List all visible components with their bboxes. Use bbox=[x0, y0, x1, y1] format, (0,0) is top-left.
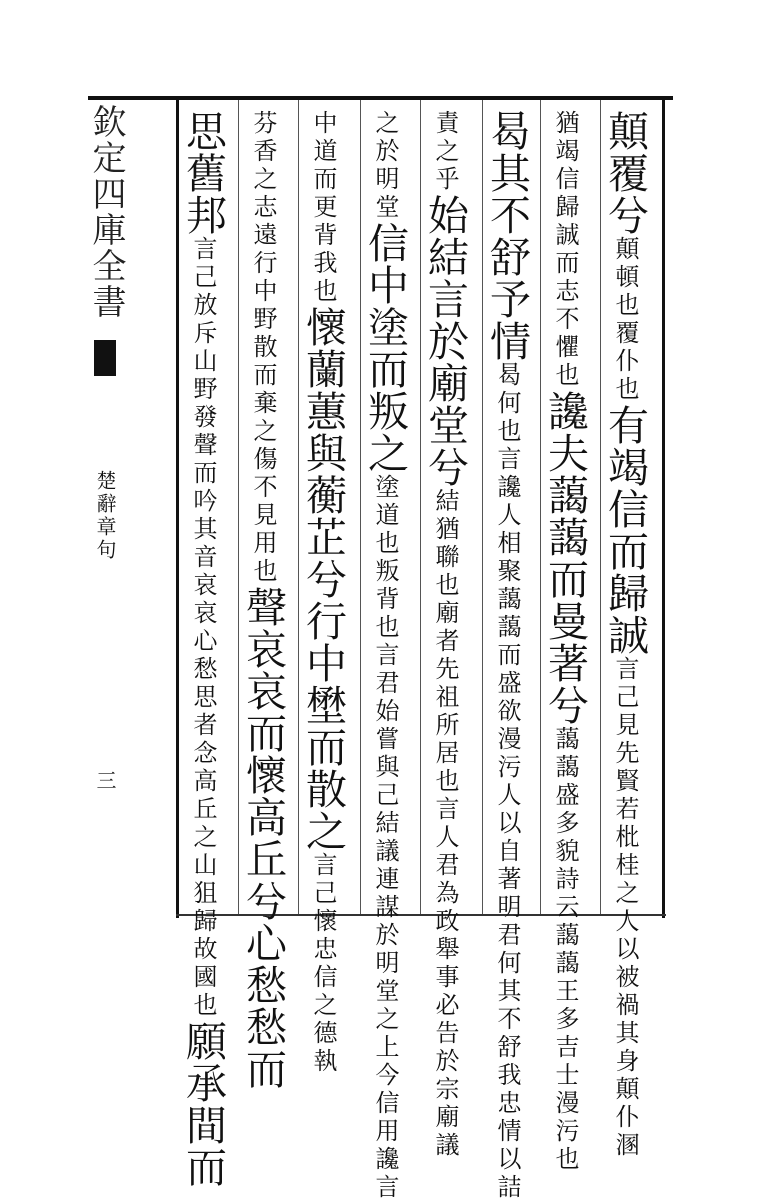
annotation-text: 言己懷忠信之德執 bbox=[309, 852, 337, 1076]
annotation-text: 中道而更背我也 bbox=[309, 110, 337, 306]
main-text: 懷蘭蕙與蘅芷兮行中壄而散之 bbox=[299, 306, 347, 852]
book-title: 欽定四庫全書 bbox=[86, 104, 126, 320]
annotation-text: 責之乎 bbox=[431, 110, 459, 194]
text-column-4 bbox=[421, 110, 469, 1160]
annotation-text: 言己見先賢若枇桂之人以被禍其身顛仆溷 bbox=[611, 656, 639, 1160]
text-column-1 bbox=[601, 110, 649, 1160]
page-number: 三 bbox=[93, 770, 117, 790]
annotation-text: 曷何也言讒人相聚藹藹而盛欲漫污人以自著明君何其不舒我忠情以詰 bbox=[493, 362, 521, 1202]
annotation-text: 猶竭信歸誠而志不懼也 bbox=[551, 110, 579, 390]
annotation-text: 塗道也叛背也言君始嘗與己結議連謀於明堂之上今信用讒言 bbox=[371, 474, 399, 1202]
fishtail-marker bbox=[94, 340, 116, 376]
annotation-text: 言己放斥山野發聲而吟其音哀哀心愁思者念高丘之山狙歸故國也 bbox=[189, 236, 217, 1020]
text-column-5 bbox=[361, 110, 409, 1202]
text-column-8 bbox=[179, 110, 227, 1188]
main-text: 信中塗而叛之 bbox=[361, 222, 409, 474]
annotation-text: 之於明堂 bbox=[371, 110, 399, 222]
main-text: 思舊邦 bbox=[179, 110, 227, 236]
annotation-text: 芬香之志遠行中野散而棄之傷不見用也 bbox=[249, 110, 277, 586]
annotation-text: 結猶聯也廟者先祖所居也言人君為政舉事必告於宗廟議 bbox=[431, 488, 459, 1160]
main-text: 有竭信而歸誠 bbox=[601, 404, 649, 656]
main-text: 始結言於廟堂兮 bbox=[421, 194, 469, 488]
frame-right-rule bbox=[662, 96, 665, 918]
text-column-2 bbox=[541, 110, 589, 1174]
annotation-text: 顛頓也覆仆也 bbox=[611, 236, 639, 404]
text-column-3 bbox=[483, 110, 531, 1202]
main-text: 顛覆兮 bbox=[601, 110, 649, 236]
main-text: 願承間而 bbox=[179, 1020, 227, 1188]
main-text: 聲哀哀而懷高丘兮心愁愁而 bbox=[239, 586, 287, 1090]
chapter-title: 楚辭章句 bbox=[93, 470, 117, 562]
annotation-text: 藹藹盛多貌詩云藹藹王多吉士漫污也 bbox=[551, 726, 579, 1174]
text-column-6 bbox=[299, 110, 347, 1076]
main-text: 曷其不舒予情 bbox=[483, 110, 531, 362]
text-column-7 bbox=[239, 110, 287, 1090]
main-text: 讒夫藹藹而曼著兮 bbox=[541, 390, 589, 726]
